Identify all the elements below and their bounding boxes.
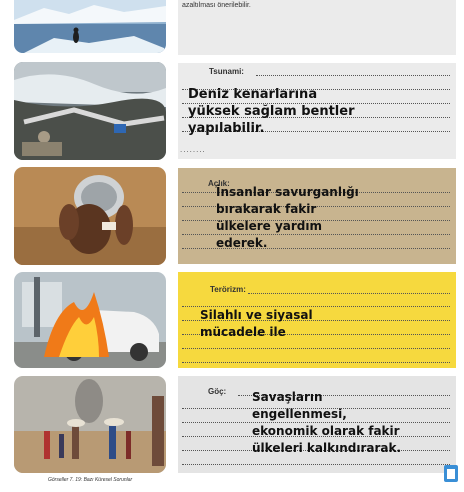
famine-label: Açlık: (208, 179, 230, 188)
top-partial-text: azaltılması önerilebilir. (182, 2, 251, 9)
terrorism-label: Terörizm: (210, 285, 246, 294)
top-panel (178, 0, 456, 55)
migration-panel (178, 376, 456, 473)
burning-car-photo (14, 272, 166, 368)
row-migration (0, 376, 464, 476)
migration-label: Göç: (208, 387, 227, 396)
penguin-iceberg-photo (14, 0, 166, 53)
tsunami-answer: Deniz kenarlarına yüksek sağlam bentler yapılabilir. (188, 87, 355, 136)
tsunami-panel (178, 63, 456, 159)
page-corner-icon (442, 464, 460, 484)
tsunami-label: Tsunami: (209, 67, 244, 76)
famine-panel (178, 168, 456, 264)
famine-child-photo (14, 167, 166, 265)
terrorism-panel (178, 272, 456, 368)
migration-answer: Savaşların engellenmesi, ekonomik olarak fakir ülkeleri kalkındırarak. (252, 390, 402, 455)
terrorism-answer: Silahlı ve siyasal mücadele ile (200, 308, 313, 339)
row-terrorism (0, 272, 464, 370)
figure-caption: Görseller 7. 19: Bazı Küresel Sorunlar (48, 477, 133, 483)
migrants-desert-photo (14, 376, 166, 473)
tsunami-extra-dots: ........ (180, 145, 206, 154)
row-tsunami (0, 62, 464, 162)
row-top (0, 0, 464, 58)
tsunami-wave-photo (14, 62, 166, 160)
famine-answer: İnsanlar savurganlığı bırakarak fakir ülkelere yardım ederek. (216, 185, 359, 250)
row-famine (0, 167, 464, 267)
